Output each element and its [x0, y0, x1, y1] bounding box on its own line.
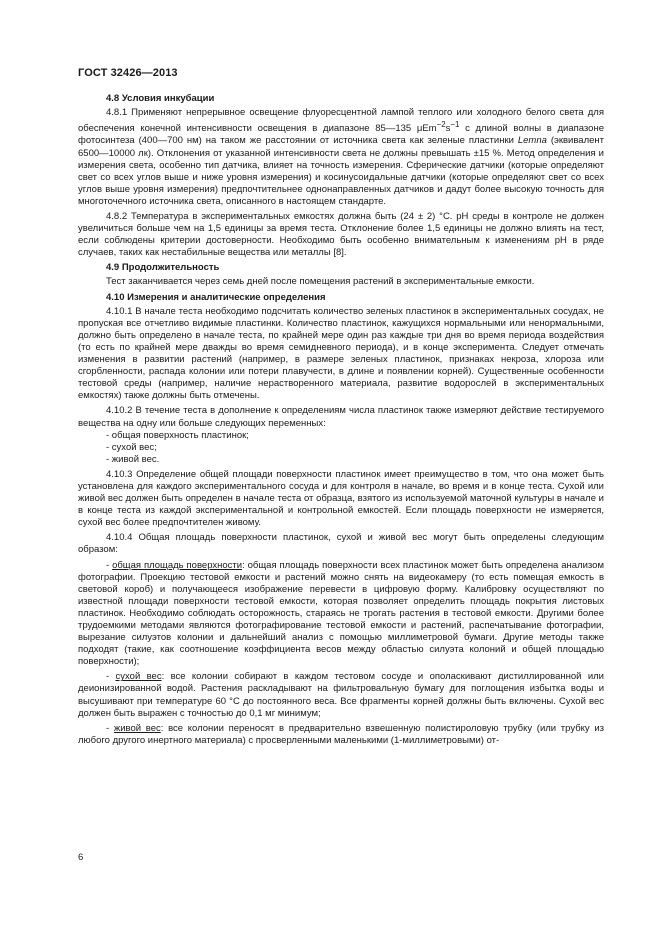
list-item: - общая поверхность пластинок; [106, 429, 249, 441]
measurement-item-surface-area: - общая площадь поверхности: общая площадь поверхности всех пластинок может быть определена анализом фотографии. Проекцию тестовой емкости и растений можно снять на видеокамеру (то есть помещая емкость в световой короб) и получающееся изображение перевести в цифровую форму. Калибровку осуществляют по известной площади поверхности тестовой емкости, которая позволяет определить площадь покрытия листовых пластинок. Необходимо соблюдать осторожность, стараясь не трогать растения в тестовой емкости. Другими более трудоемкими методами являются фотографирование тестовой емкости и растений, распечатывание фотографии, вырезание силуэтов колонии и дальнейший анализ с помощью миллиметровой бумаги. Другие методы также подходят (такие, как соотношение коэффициента весов между областью силуэта колоний и общей площадью поверхности); [78, 559, 604, 668]
paragraph-4-8-1: 4.8.1 Применяют непрерывное освещение флуоресцентной лампой теплого или холодного белого света для обеспечения конечной интенсивности освещения в диапазоне 85—135 $\mu Em^{-2}s^{-1}$ с длиной волны в диапазоне фотосинтеза (400—700 нм) на таком же расстоянии от источника света как зеленые пластинки Lemna (эквивалент 6500—10000 лк). Отклонения от указанной интенсивности света не должны превышать ±15 %. Метод определения и измерения света, особенно тип датчика, влияет на точность измерения. Сферические датчики (которые определяют свет со всех углов выше и ниже уровня измерения) и косинусоидальные датчики (которые определяют свет со всех углов выше уровня измерения) предпочтительнее однонаправленных датчиков и дадут более высокую точность для многоточечного источника света, описанного в настоящем стандарте. [78, 107, 605, 207]
paragraph-4-8-2: 4.8.2 Температура в экспериментальных емкостях должна быть (24 ± 2) °С. pH среды в контроле не должен увеличиться больше чем на 1,5 единицы за время теста. Отклонение более 1,5 единицы не должно влиять на тест, если соблюдены критерии достоверности. Необходимо быть особенно внимательным к изменениям pH в ряде случаев, таких как нестабильные вещества или металлы [8]. [78, 211, 604, 259]
list-item: - живой вес. [106, 453, 160, 465]
section-heading-4-8: 4.8 Условия инкубации [106, 93, 215, 104]
measurement-item-fresh-weight: - живой вес: все колонии переносят в предварительно взвешенную полистироловую трубку (или трубку из любого другого инертного материала) с просверленными маленькими (1-миллиметровыми) от- [78, 722, 605, 746]
paragraph-4-10-3: 4.10.3 Определение общей площади поверхности пластинок имеет преимущество в том, что она может быть установлена для каждого экспериментального сосуда и для контроля в начале, во время и в конце теста. Сухой или живой вес должен быть определен в начале теста от образца, взятого из используемой маточной культуры в начале и в конце теста из каждой экспериментальной и контрольной емкостей. Если площадь поверхности не измеряется, сухой вес более предпочтителен живому. [78, 468, 604, 529]
section-heading-4-10: 4.10 Измерения и аналитические определения [106, 291, 326, 303]
measurement-item-dry-weight: - сухой вес: все колонии собирают в каждом тестовом сосуде и ополаскивают дистиллированной или деионизированной водой. Растения раскладывают на фильтровальную бумагу для поглощения избытка воды и высушивают при температуре 60 °С до постоянного веса. Все фрагменты корней должны быть включены. Сухой вес должен быть выражен с точностью до 0,1 мг минимум; [78, 671, 604, 719]
page-number: 6 [78, 852, 84, 863]
document-header: ГОСТ 32426—2013 [78, 67, 178, 79]
list-item: - сухой вес; [106, 441, 157, 453]
paragraph-4-10-1: 4.10.1 В начале теста необходимо подсчитать количество зеленых пластинок в экспериментальных сосудах, не пропуская все отчетливо видимые пластинки. Количество пластинок, кажущихся нормальными или ненормальными, должно быть определено в начале теста, по крайней мере один раз каждые три дня во время периода воздействия (то есть по крайней мере дважды во время семидневного периода), и в конце эксперимента. Следует отмечать изменения в развитии растений (например, в размере зеленых пластинок, признаках некроза, хлороза или сгорбленности, распада колонии или потери плавучести, в длине и появлении корней). Существенные особенности тестовой среды (например, наличие нерастворенного материала, развитие водорослей в экспериментальных емкостях) также должны быть отмечены. [78, 305, 604, 402]
paragraph-4-9: Тест заканчивается через семь дней после помещения растений в экспериментальные емкости. [106, 276, 535, 288]
document-body [78, 93, 604, 750]
section-heading-4-9: 4.9 Продолжительность [106, 262, 220, 274]
lemna-term: Lemna [517, 135, 547, 147]
paragraph-4-10-4: 4.10.4 Общая площадь поверхности пластинок, сухой и живой вес могут быть определены следующим образом: [78, 532, 604, 556]
paragraph-4-10-2: 4.10.2 В течение теста в дополнение к определениям числа пластинок также измеряют действие тестируемого вещества на одну или больше следующих переменных: [78, 405, 604, 429]
